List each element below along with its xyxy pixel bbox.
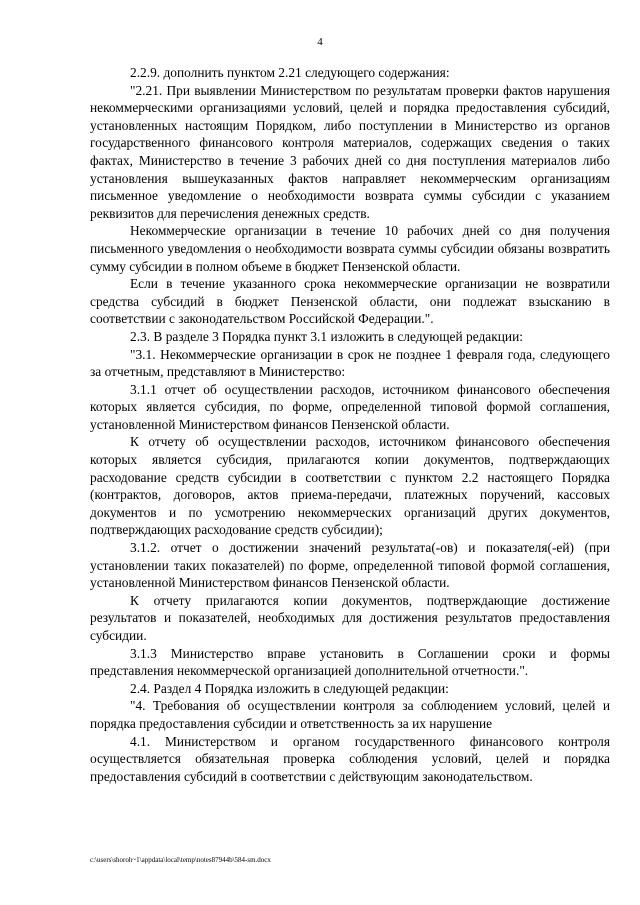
paragraph: 2.2.9. дополнить пунктом 2.21 следующего содержания: <box>130 65 450 80</box>
document-body <box>90 64 610 785</box>
paragraph: 3.1.2. отчет о достижении значений результата(-ов) и показателя(-ей) (при установлении таких показателей) по форме, определенной типовой формой соглашения, установленной Министерством финансов Пензенской области. <box>90 540 610 591</box>
page-number: 4 <box>317 36 323 48</box>
paragraph: 2.4. Раздел 4 Порядка изложить в следующей редакции: <box>130 680 449 696</box>
paragraph: К отчету прилагаются копии документов, подтверждающие достижение результатов и показателей, необходимых для достижения результатов предоставления субсидии. <box>90 592 610 643</box>
paragraph: 3.1.1 отчет об осуществлении расходов, источником финансового обеспечения которых является субсидия, по форме, определенной типовой формой соглашения, установленной Министерством финансов Пензенской области. <box>90 381 610 432</box>
paragraph: "4. Требования об осуществлении контроля за соблюдением условий, целей и порядка предоставления субсидии и ответственность за их нарушение <box>90 698 610 731</box>
paragraph: "3.1. Некоммерческие организации в срок не позднее 1 февраля года, следующего за отчетным, представляют в Министерство: <box>90 346 610 380</box>
paragraph: "2.21. При выявлении Министерством по результатам проверки фактов нарушения некоммерческими организациями условий, целей и порядка предоставления субсидий, установленных настоящим Порядком, либо поступлении в Министерство из органов государственного финансового контроля материалов, содержащих сведения о таких фактах, Министерство в течение 3 рабочих дней со дня поступления материалов либо установления вышеуказанных фактов направляет некоммерческим организациям письменное уведомление о необходимости возврата суммы субсидии с указанием реквизитов для перечисления денежных средств. <box>90 82 610 221</box>
paragraph: Некоммерческие организации в течение 10 рабочих дней со дня получения письменного уведомления о необходимости возврата суммы субсидии обязаны возвратить сумму субсидии в полном объеме в бюджет Пензенской области. <box>90 223 610 274</box>
paragraph: 3.1.3 Министерство вправе установить в Соглашении сроки и формы представления некоммерческой организацией дополнительной отчетности.". <box>90 645 610 679</box>
paragraph: Если в течение указанного срока некоммерческие организации не возвратили средства субсидий в бюджет Пензенской области, они подлежат взысканию в соответствии с законодательством Российской Федерации.". <box>90 276 610 327</box>
paragraph: 4.1. Министерством и органом государственного финансового контроля осуществляется обязательная проверка соблюдения условий, целей и порядка предоставления субсидий в соответствии с действующим законодательством. <box>90 733 610 784</box>
paragraph: 2.3. В разделе 3 Порядка пункт 3.1 изложить в следующей редакции: <box>130 328 523 344</box>
paragraph: К отчету об осуществлении расходов, источником финансового обеспечения которых является субсидия, прилагаются копии документов, подтверждающих расходование средств субсидии в соответствии с пунктом 2.2 настоящего Порядка (контрактов, договоров, актов приема-передачи, платежных поручений, кассовых документов и по усмотрению некоммерческих организаций других документов, подтверждающих расходование средств субсидии); <box>90 434 610 538</box>
footer-file-path: c:\users\shoroh~1\appdata\local\temp\notes87944b\584-sm.docx <box>90 856 271 864</box>
